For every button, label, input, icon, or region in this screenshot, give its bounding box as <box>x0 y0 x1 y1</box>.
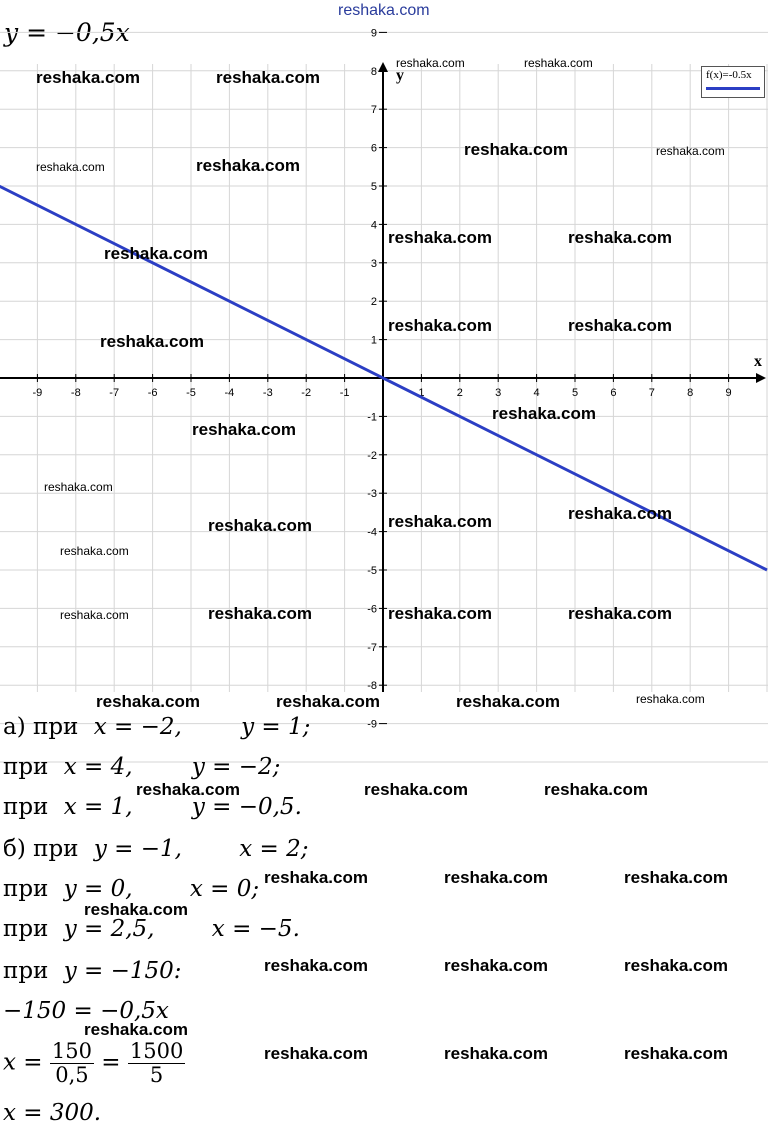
watermark: reshaka.com <box>464 140 568 159</box>
solution-a-line-2 <box>3 754 280 780</box>
x-axis-arrow <box>756 373 766 383</box>
solution-prefix: при <box>3 754 49 780</box>
x-axis-label: x <box>754 353 762 370</box>
site-watermark-top: reshaka.com <box>338 2 430 19</box>
watermark: reshaka.com <box>264 956 368 975</box>
solution-prefix: б) при <box>3 836 79 862</box>
y-tick-label: 4 <box>370 219 377 232</box>
y-tick-label: 3 <box>370 257 377 270</box>
x-tick-label: -7 <box>109 387 120 399</box>
x-tick-label: -1 <box>339 387 350 399</box>
solution-x: x = 0; <box>189 876 260 902</box>
watermark: reshaka.com <box>192 420 296 439</box>
watermark: reshaka.com <box>568 504 672 523</box>
watermark: reshaka.com <box>264 1044 368 1063</box>
chart-legend <box>701 66 765 98</box>
solution-b-line-6 <box>3 1040 185 1087</box>
watermark: reshaka.com <box>388 512 492 531</box>
watermark: reshaka.com <box>84 1020 188 1039</box>
y-axis-label: y <box>396 67 404 84</box>
watermark: reshaka.com <box>100 332 204 351</box>
watermark: reshaka.com <box>624 1044 728 1063</box>
watermark: reshaka.com <box>624 956 728 975</box>
solution-x: x = 1, <box>63 794 133 820</box>
watermark: reshaka.com <box>388 228 492 247</box>
x-tick-label: -6 <box>147 387 158 399</box>
fraction-1 <box>50 1040 94 1087</box>
solution-x: x = −2, <box>93 714 182 740</box>
watermark: reshaka.com <box>60 544 129 558</box>
y-tick-label: -7 <box>367 641 377 654</box>
x-tick-label: 7 <box>648 387 655 399</box>
equation-title: y = −0,5x <box>4 18 130 47</box>
fraction-2-denominator: 5 <box>149 1063 164 1088</box>
y-tick-label: -4 <box>367 526 377 539</box>
y-tick-label: 9 <box>370 27 377 40</box>
solution-y: y = 1; <box>241 714 311 740</box>
legend-swatch <box>706 87 760 90</box>
watermark: reshaka.com <box>568 316 672 335</box>
watermark: reshaka.com <box>208 516 312 535</box>
solution-prefix: при <box>3 916 49 942</box>
x-tick-label: -3 <box>262 387 273 399</box>
watermark: reshaka.com <box>276 692 380 711</box>
solution-a-line-1 <box>3 714 310 740</box>
watermark: reshaka.com <box>524 56 593 70</box>
y-tick-label: -2 <box>367 449 377 462</box>
x-tick-label: 1 <box>418 387 425 399</box>
y-tick-label: -9 <box>367 718 377 731</box>
x-tick-label: 8 <box>687 387 694 399</box>
watermark: reshaka.com <box>444 868 548 887</box>
y-tick-label: -8 <box>367 680 377 693</box>
watermark: reshaka.com <box>624 868 728 887</box>
watermark: reshaka.com <box>568 228 672 247</box>
solution-prefix: при <box>3 794 49 820</box>
watermark: reshaka.com <box>444 1044 548 1063</box>
x-tick-label: -9 <box>32 387 43 399</box>
solution-prefix: при <box>3 876 49 902</box>
x-tick-label: 2 <box>456 387 463 399</box>
watermark: reshaka.com <box>84 900 188 919</box>
y-tick-label: -6 <box>367 603 377 616</box>
watermark: reshaka.com <box>136 780 240 799</box>
watermark: reshaka.com <box>216 68 320 87</box>
watermark: reshaka.com <box>36 68 140 87</box>
x-tick-label: -2 <box>301 387 312 399</box>
fraction-2 <box>128 1040 185 1087</box>
watermark: reshaka.com <box>196 156 300 175</box>
watermark: reshaka.com <box>656 144 725 158</box>
watermark: reshaka.com <box>44 480 113 494</box>
x-tick-label: -8 <box>70 387 81 399</box>
fraction-2-numerator: 1500 <box>129 1039 184 1063</box>
y-tick-label: -1 <box>367 411 377 424</box>
watermark: reshaka.com <box>456 692 560 711</box>
watermark: reshaka.com <box>264 868 368 887</box>
watermark: reshaka.com <box>104 244 208 263</box>
y-tick-label: 7 <box>370 104 377 117</box>
watermark: reshaka.com <box>60 608 129 622</box>
watermark: reshaka.com <box>544 780 648 799</box>
solution-y: y = −150: <box>63 958 182 984</box>
solution-y: y = −1, <box>93 836 182 862</box>
watermark: reshaka.com <box>388 316 492 335</box>
y-tick-label: 8 <box>370 65 377 78</box>
x-tick-label: 9 <box>725 387 732 399</box>
watermark: reshaka.com <box>364 780 468 799</box>
y-tick-label: 6 <box>370 142 377 155</box>
y-tick-label: -3 <box>367 488 377 501</box>
x-tick-label: 4 <box>533 387 540 399</box>
fraction-1-numerator: 150 <box>51 1039 92 1063</box>
y-tick-label: -5 <box>367 565 377 577</box>
legend-label: f(x)=-0.5x <box>706 69 752 81</box>
solution-equation: −150 = −0,5x <box>3 998 169 1024</box>
solution-y: y = −0,5. <box>191 794 302 820</box>
y-tick-label: 2 <box>370 296 377 309</box>
watermark: reshaka.com <box>568 604 672 623</box>
y-tick-label: 1 <box>370 334 377 347</box>
watermark: reshaka.com <box>96 692 200 711</box>
watermark: reshaka.com <box>636 692 705 706</box>
watermark: reshaka.com <box>396 56 465 70</box>
solution-y: y = 2,5, <box>63 916 155 942</box>
solution-prefix: а) при <box>3 714 79 740</box>
solution-prefix: при <box>3 958 49 984</box>
solution-x: x = 4, <box>63 754 133 780</box>
solution-equals: = <box>101 1049 121 1076</box>
watermark: reshaka.com <box>444 956 548 975</box>
solution-x: x = −5. <box>211 916 300 942</box>
x-tick-label: 5 <box>571 387 579 399</box>
solution-y: y = 0, <box>63 876 133 902</box>
watermark: reshaka.com <box>492 404 596 423</box>
solution-x: x = 2; <box>239 836 309 862</box>
x-tick-label: -5 <box>186 387 196 399</box>
solution-y: y = −2; <box>191 754 281 780</box>
x-tick-label: 3 <box>495 387 502 399</box>
solution-b-line-1 <box>3 836 309 862</box>
watermark: reshaka.com <box>388 604 492 623</box>
solution-b-line-2 <box>3 876 259 902</box>
solution-b-line-7 <box>3 1100 101 1126</box>
fraction-1-denominator: 0,5 <box>55 1063 89 1088</box>
y-tick-label: 5 <box>370 181 377 193</box>
solution-b-line-4 <box>3 958 182 984</box>
watermark: reshaka.com <box>208 604 312 623</box>
x-tick-label: -4 <box>224 387 235 399</box>
solution-x: x = <box>3 1049 43 1076</box>
x-tick-label: 6 <box>610 387 617 399</box>
solution-answer: x = 300. <box>3 1100 102 1126</box>
watermark: reshaka.com <box>36 160 105 174</box>
